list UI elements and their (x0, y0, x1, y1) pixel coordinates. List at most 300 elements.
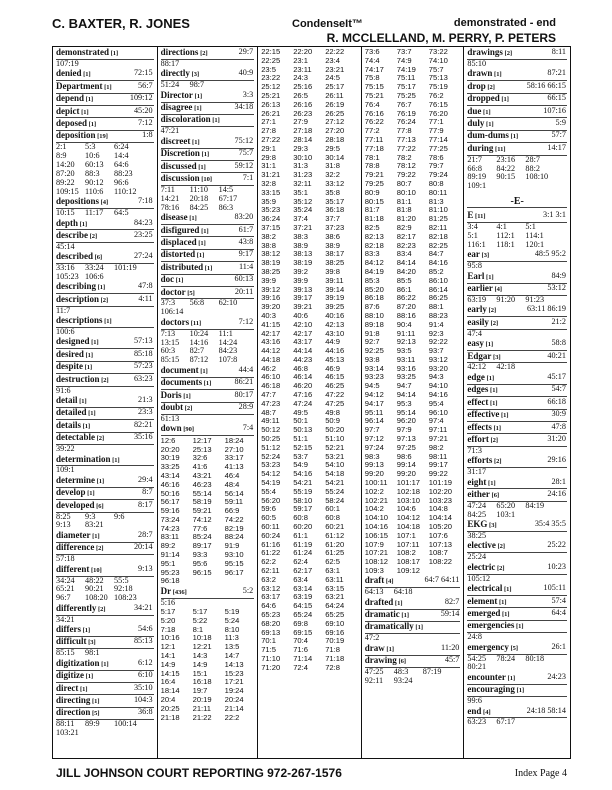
page-ref: 98:2 (428, 442, 444, 452)
index-term: effective (467, 409, 500, 420)
page-ref: 44:9 (325, 337, 340, 347)
occurrence-count: [6] (93, 254, 103, 262)
page-ref: 30:14 (325, 152, 345, 162)
occurrence-count: [10] (89, 566, 102, 574)
first-page-ref: 45:7 (444, 655, 460, 665)
page-ref: 36:18 (325, 205, 345, 215)
page-ref: 76:7 (396, 99, 412, 109)
first-page-ref: 36:8 (138, 707, 153, 717)
index-entry (161, 162, 255, 174)
page-ref: 59:17 (293, 504, 313, 514)
index-term: during (467, 142, 494, 153)
page-ref: 20:25 (160, 703, 180, 713)
occurrence-count: [1] (384, 645, 395, 653)
index-entry (56, 69, 154, 81)
index-term: Doris (160, 389, 182, 400)
page-ref: 59:11 (224, 497, 244, 507)
page-ref: 99:22 (428, 469, 448, 479)
page-ref: 14:4 (114, 151, 129, 161)
page-ref: 91:6 (56, 385, 71, 395)
occurrence-count: [1] (181, 392, 191, 400)
page-ref: 26:5 (293, 90, 308, 100)
page-ref: 87:20 (396, 302, 416, 312)
page-ref: 96:20 (396, 416, 416, 426)
section-heading: -E- (467, 196, 567, 208)
page-ref: 61:24 (293, 548, 313, 558)
page-ref: 88:11 (56, 719, 75, 729)
page-ref: 14:3 (192, 651, 208, 661)
page-ref: 95:8 (467, 261, 482, 271)
page-ref: 104:16 (364, 522, 389, 532)
first-page-ref: 60:13 (234, 274, 254, 284)
page-ref: 72:4 (293, 662, 308, 672)
first-page-ref: 1:8 (142, 130, 153, 140)
page-ref: 5:17 (160, 607, 176, 617)
index-entry (161, 378, 255, 390)
index-term: designed (56, 336, 90, 347)
page-ref: 9:3 (85, 511, 96, 521)
index-term: ear (467, 249, 480, 260)
index-entry (467, 119, 567, 131)
page-ref: 103:21 (56, 728, 79, 738)
page-ref: 99:20 (364, 469, 384, 479)
page-ref: 54:16 (293, 469, 313, 479)
page-ref: 71:18 (325, 653, 345, 663)
index-entry (467, 541, 567, 562)
page-ref: 104:12 (396, 513, 421, 523)
index-entry (56, 625, 154, 637)
page-ref: 89:9 (85, 719, 100, 729)
page-ref: 33:17 (224, 453, 244, 463)
page-ref: 82:23 (396, 240, 416, 250)
page-ref: 107:9 (364, 539, 384, 549)
page-ref: 71:5 (261, 645, 276, 655)
page-ref: 14:7 (224, 651, 240, 661)
page-ref: 23:22 (261, 73, 281, 83)
page-ref: 95:11 (364, 407, 384, 417)
index-term-line (161, 149, 255, 161)
page-ref: 46:8 (293, 363, 308, 373)
index-term: diameter (56, 529, 91, 540)
page-ref: 97:11 (428, 425, 448, 435)
index-term-line (161, 587, 255, 599)
occurrence-count: [1] (84, 96, 94, 104)
page-ref: 80:10 (396, 187, 416, 197)
occurrence-count: [2] (502, 50, 513, 57)
page-ref: 93:14 (364, 363, 384, 373)
index-entry (56, 375, 154, 396)
page-ref: 62:4 (293, 557, 308, 567)
page-ref: 63:4 (293, 574, 308, 584)
index-term-line (467, 107, 567, 119)
page-ref: 114:1 (525, 231, 544, 241)
index-term: dropped (467, 93, 500, 104)
page-ref: 93:7 (428, 346, 444, 356)
page-ref: 47:25 (364, 667, 384, 677)
page-ref: 60:21 (325, 522, 345, 532)
page-ref: 64:24 (325, 601, 345, 611)
page-ref: 33:12 (325, 178, 345, 188)
first-page-ref: 27:24 (133, 251, 153, 261)
page-ref: 104:14 (428, 513, 453, 523)
index-term: Edgar (467, 350, 492, 361)
page-ref: 108:10 (525, 172, 549, 182)
page-ref: 8:25 (56, 511, 71, 521)
index-term: doc (160, 274, 175, 285)
page-ref: 89:19 (467, 172, 487, 182)
page-ref: 88:2 (525, 163, 540, 173)
page-ref: 81:25 (428, 214, 448, 224)
first-page-ref: 20:11 (234, 286, 254, 296)
occurrence-count: [1] (102, 318, 112, 326)
page-ref: 97:9 (396, 425, 412, 435)
page-ref: 107:6 (428, 530, 448, 540)
page-ref: 71:20 (261, 662, 281, 672)
page-ref: 79:25 (364, 178, 384, 188)
occurrence-count: [1] (399, 612, 410, 620)
page-ref-line (467, 223, 567, 232)
page-ref: 54:12 (261, 469, 281, 479)
page-ref: 84:14 (396, 258, 416, 268)
page-ref: 54:19 (261, 478, 281, 488)
index-term-line (56, 696, 154, 708)
page-ref: 82:17 (396, 231, 416, 241)
page-ref: 102:18 (396, 486, 421, 496)
page-ref: 47:25 (325, 398, 345, 408)
page-ref: 43:14 (160, 470, 180, 480)
index-term: drawings (467, 47, 503, 57)
page-ref: 47:16 (293, 390, 313, 400)
page-ref: 13:15 (160, 337, 180, 347)
first-page-ref: 6:10 (138, 670, 153, 680)
page-ref: 63:21 (325, 592, 345, 602)
occurrence-count: [11] (189, 319, 202, 327)
occurrence-count: [2] (495, 543, 506, 551)
page-ref: 108:7 (428, 548, 448, 558)
page-ref: 64:6 (261, 601, 276, 611)
page-ref: 34:24 (56, 575, 75, 585)
footer-page-number: Index Page 4 (514, 768, 567, 779)
index-term: effort (467, 433, 489, 444)
page-ref: 93:5 (396, 346, 412, 356)
page-ref: 67:17 (496, 717, 516, 727)
page-ref: 61:19 (293, 539, 313, 549)
occurrence-count: [1] (192, 105, 202, 113)
page-ref: 81:18 (364, 214, 384, 224)
page-ref: 65:24 (293, 610, 313, 619)
page-ref: 69:8 (293, 618, 308, 628)
page-ref: 97:21 (428, 434, 448, 444)
index-term: either (467, 488, 490, 499)
header-witnesses: R. MCCLELLAND, M. PERRY, P. PETERS (326, 31, 556, 45)
page-ref: 47:22 (325, 390, 345, 400)
page-ref: 80:21 (467, 662, 487, 672)
page-ref: 76:19 (396, 108, 416, 118)
page-ref: 16:4 (160, 677, 176, 687)
page-ref: 60:3 (160, 346, 176, 356)
page-ref: 105:23 (56, 272, 79, 282)
index-term: document (160, 364, 199, 375)
page-ref: 19:7 (192, 686, 208, 696)
page-ref: 99:6 (467, 696, 482, 706)
page-ref: 75:7 (428, 64, 444, 74)
page-ref: 35:12 (293, 196, 313, 206)
index-term: detail (56, 395, 78, 405)
index-term-line (467, 119, 567, 131)
first-page-ref: 61:7 (238, 224, 254, 234)
occurrence-count: [2] (485, 83, 495, 91)
page-ref: 32:11 (293, 178, 312, 188)
page-ref: 21:22 (192, 712, 212, 722)
index-entry (365, 48, 461, 576)
index-term-line (467, 643, 567, 655)
page-ref: 38:17 (325, 249, 345, 259)
page-ref: 41:13 (224, 462, 244, 472)
page-ref: 54:21 (325, 478, 345, 488)
page-ref: 20:24 (224, 695, 244, 705)
page-ref: 109:3 (364, 566, 384, 576)
index-term: draw (364, 642, 385, 653)
first-page-ref: 54:6 (138, 624, 153, 634)
index-entry (161, 587, 255, 608)
index-term-line (467, 284, 567, 296)
index-entry (161, 263, 255, 275)
first-page-ref: 56:7 (138, 80, 153, 90)
page-ref: 29:5 (325, 143, 340, 153)
page-ref: 10:15 (56, 208, 75, 218)
page-ref: 9:13 (56, 520, 71, 530)
page-ref: 93:23 (364, 372, 384, 382)
page-ref: 86:10 (428, 275, 448, 285)
index-term-line (56, 408, 154, 420)
index-term-line (467, 385, 567, 397)
index-term: destruction (56, 373, 100, 384)
page-ref: 91:23 (525, 295, 545, 305)
occurrence-count: [1] (497, 598, 507, 606)
occurrence-count: [1] (488, 399, 498, 407)
page-ref: 14:21 (160, 193, 180, 203)
page-ref: 63:11 (325, 574, 344, 584)
first-page-ref: 83:20 (234, 212, 254, 222)
index-entry (161, 174, 255, 213)
index-entry (161, 137, 255, 149)
page-ref: 60:24 (261, 530, 281, 540)
page-ref: 4:1 (496, 222, 507, 232)
page-ref: 23:4 (325, 55, 340, 65)
occurrence-count: [2] (88, 232, 98, 240)
page-ref: 64:15 (293, 601, 313, 611)
page-ref: 8:9 (56, 151, 67, 161)
page-ref: 84:19 (525, 500, 545, 510)
occurrence-count: [5] (508, 644, 519, 652)
occurrence-count: [1] (198, 367, 208, 375)
index-term: describing (56, 281, 97, 292)
page-ref: 11:10 (189, 184, 208, 194)
page-ref: 35:24 (293, 205, 313, 215)
index-entry (467, 339, 567, 351)
first-page-ref: 82:21 (133, 419, 153, 429)
index-entry (467, 131, 567, 143)
page-ref: 73:24 (160, 514, 180, 524)
index-term-line (467, 69, 567, 81)
page-ref: 63:19 (293, 592, 313, 602)
page-ref: 107:19 (56, 58, 79, 68)
first-page-ref: 7:12 (138, 117, 153, 127)
index-term-line (56, 476, 154, 488)
occurrence-count: [1] (81, 71, 91, 79)
page-ref: 29:3 (293, 143, 308, 153)
index-term: encounter (467, 671, 506, 682)
index-term-line (161, 213, 255, 225)
page-ref: 84:16 (428, 258, 448, 268)
page-ref: 39:13 (293, 284, 313, 294)
index-term: electrical (467, 583, 503, 594)
header-range: demonstrated - end (453, 17, 556, 29)
occurrence-count: [2] (99, 376, 109, 384)
occurrence-count: [2] (94, 435, 105, 443)
page-ref: 26:23 (293, 108, 313, 118)
page-ref: 10:6 (85, 151, 100, 161)
page-ref: 56:8 (189, 298, 205, 308)
index-term-line (467, 82, 567, 94)
index-term-line (56, 637, 154, 649)
header-parties: C. BAXTER, R. JONES (52, 16, 190, 31)
page-ref: 84:20 (396, 266, 416, 276)
index-term: effects (467, 421, 492, 432)
index-term: denied (56, 68, 82, 79)
occurrence-count: [1] (203, 264, 213, 272)
index-term: direct (56, 682, 79, 693)
page-ref: 81:20 (396, 214, 416, 224)
page-ref: 108:20 (85, 593, 108, 603)
index-term: discussed (160, 160, 197, 171)
index-term-line (56, 531, 154, 543)
page-ref: 91:9 (224, 541, 240, 551)
page-ref: 39:12 (261, 284, 281, 294)
page-ref: 25:17 (325, 82, 345, 92)
index-term: disfigured (160, 224, 200, 235)
index-entry (56, 659, 154, 671)
page-ref: 107:13 (428, 539, 453, 549)
index-term: disagree (160, 102, 193, 113)
page-ref: 77:11 (364, 134, 384, 144)
occurrence-count: [2] (495, 564, 505, 572)
page-ref: 35:1 (293, 187, 308, 197)
page-ref: 3:4 (467, 222, 478, 232)
occurrence-count: [1] (491, 424, 502, 432)
index-term-line (467, 305, 567, 317)
first-page-ref: 3:3 (242, 89, 254, 99)
page-ref: 108:23 (114, 593, 137, 603)
page-ref: 55:24 (325, 486, 345, 496)
index-term-line (161, 238, 255, 250)
page-ref: 116:1 (467, 240, 486, 249)
index-term-line (161, 288, 255, 300)
page-ref: 108:12 (364, 557, 389, 567)
index-term-line (467, 131, 567, 143)
index-entry (56, 337, 154, 349)
page-ref: 78:24 (496, 653, 516, 663)
occurrence-count: [1] (192, 92, 203, 100)
page-ref: 26:16 (293, 99, 313, 109)
index-entry (467, 685, 567, 706)
index-term-line (56, 94, 154, 106)
page-ref: 38:6 (325, 231, 340, 241)
index-term-line (467, 541, 567, 553)
index-term: efforts (467, 455, 493, 466)
index-term: doctors (160, 316, 190, 327)
page-ref: 82:9 (396, 222, 412, 232)
page-ref: 7:11 (160, 184, 175, 194)
index-entry (56, 421, 154, 433)
index-entry (161, 366, 255, 378)
index-term: displaced (160, 236, 197, 247)
index-column-1 (53, 47, 158, 758)
page-ref: 63:15 (325, 583, 345, 593)
page-ref: 81:8 (396, 205, 412, 215)
index-term-line (56, 604, 154, 616)
page-ref: 87:12 (189, 355, 209, 365)
index-column-2 (158, 47, 259, 758)
page-ref: 77:2 (364, 126, 380, 136)
first-page-ref: 84:23 (133, 217, 153, 227)
page-ref: 100:14 (114, 719, 137, 729)
page-ref: 73:6 (364, 47, 380, 56)
page-ref: 42:12 (467, 362, 487, 372)
index-entry (467, 385, 567, 397)
index-entry (161, 250, 255, 262)
page-ref: 61:22 (261, 548, 281, 558)
page-ref: 68:20 (261, 618, 281, 628)
first-page-ref: 24:16 (547, 488, 566, 498)
occurrence-count: [1] (84, 673, 94, 681)
page-ref: 22:22 (325, 47, 345, 56)
page-ref: 93:8 (364, 354, 380, 364)
page-ref: 49:5 (293, 407, 308, 417)
first-page-ref: 6:12 (138, 657, 153, 667)
index-term: effect (467, 396, 489, 407)
index-entry (161, 238, 255, 250)
page-ref: 86:18 (364, 293, 384, 303)
first-page-ref: 28:9 (238, 402, 254, 411)
index-term-line (467, 48, 567, 60)
page-ref: 85:15 (160, 355, 180, 365)
page-ref: 104:2 (364, 504, 384, 514)
page-ref: 54:25 (467, 653, 487, 663)
index-entry (467, 423, 567, 435)
page-ref: 85:2 (428, 266, 444, 276)
index-term-line (56, 69, 154, 81)
occurrence-count: [436] (171, 588, 187, 596)
page-ref: 38:2 (261, 231, 276, 241)
page-ref: 86:25 (428, 293, 448, 303)
page-ref: 38:9 (325, 240, 340, 250)
page-ref: 65:20 (496, 500, 516, 510)
page-ref: 104:6 (396, 504, 416, 514)
first-page-ref: 8:11 (551, 47, 566, 56)
index-term-line (161, 424, 255, 436)
first-page-ref: 85:18 (133, 348, 153, 358)
page-ref: 44:12 (261, 346, 281, 356)
index-term: Discretion (160, 148, 200, 159)
page-ref: 50:12 (261, 425, 281, 435)
index-term-line (161, 378, 255, 390)
index-term-line (56, 350, 154, 362)
page-ref: 38:8 (261, 240, 276, 250)
page-ref: 8:10 (224, 624, 240, 634)
page-ref: 44:18 (261, 354, 281, 364)
page-ref: 87:20 (56, 168, 75, 178)
